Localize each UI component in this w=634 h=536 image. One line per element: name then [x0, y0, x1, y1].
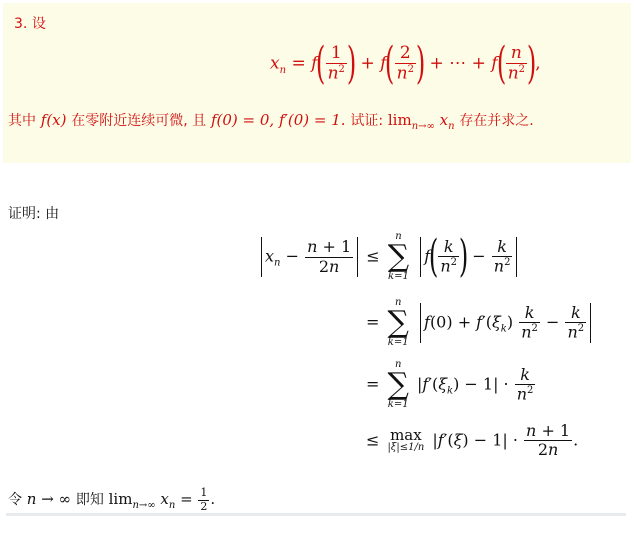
problem-condition: 其中 f(x) 在零附近连续可微, 且 f(0) = 0, f′(0) = 1. 试证: $\lim_{n\to\infty} x_n$ 存在并求之.: [8, 111, 534, 132]
bottom-divider: [6, 513, 626, 516]
derivation-line-4: ≤ max |ξ|≤1/n |f′(ξ) − 1| · $\frac{n + 1}{2n}$ .: [366, 421, 579, 460]
proof-conclusion: 令 n → ∞ 即知 $\lim_{n\to\infty} x_n$ = $\frac{1}{2}$ .: [8, 486, 216, 513]
limit-expression: $\lim_{n\to\infty} x_n$: [387, 111, 455, 132]
proof-heading: 证明: 由: [8, 206, 60, 222]
problem-number: 3. 设: [14, 16, 46, 32]
conclusion-limit: $\lim_{n\to\infty} x_n$ = $\frac{1}{2}$ .: [108, 486, 216, 513]
derivation-line-1: $x_n$ − $\frac{n + 1}{2n}$ ≤ n ∑ k=1 f( $\frac{k}{n^2}$ ) − $\frac{k}{n^2}$: [258, 232, 520, 282]
xn-definition-formula: $x_n = f$( $\frac{1}{n^2}$ ) + f( $\frac{2}{n^2}$ ) + ⋯ + f( $\frac{n}{n^2}$ ),: [270, 38, 541, 89]
derivation-line-2: = n ∑ k=1 $f(0) + f'(\xi_k)$ $\frac{k}{n^2}$ − $\frac{k}{n^2}$: [366, 298, 594, 348]
derivation-line-3: = n ∑ k=1 $|f'(\xi_k) - 1|$ · $\frac{k}{n^2}$: [366, 359, 534, 410]
